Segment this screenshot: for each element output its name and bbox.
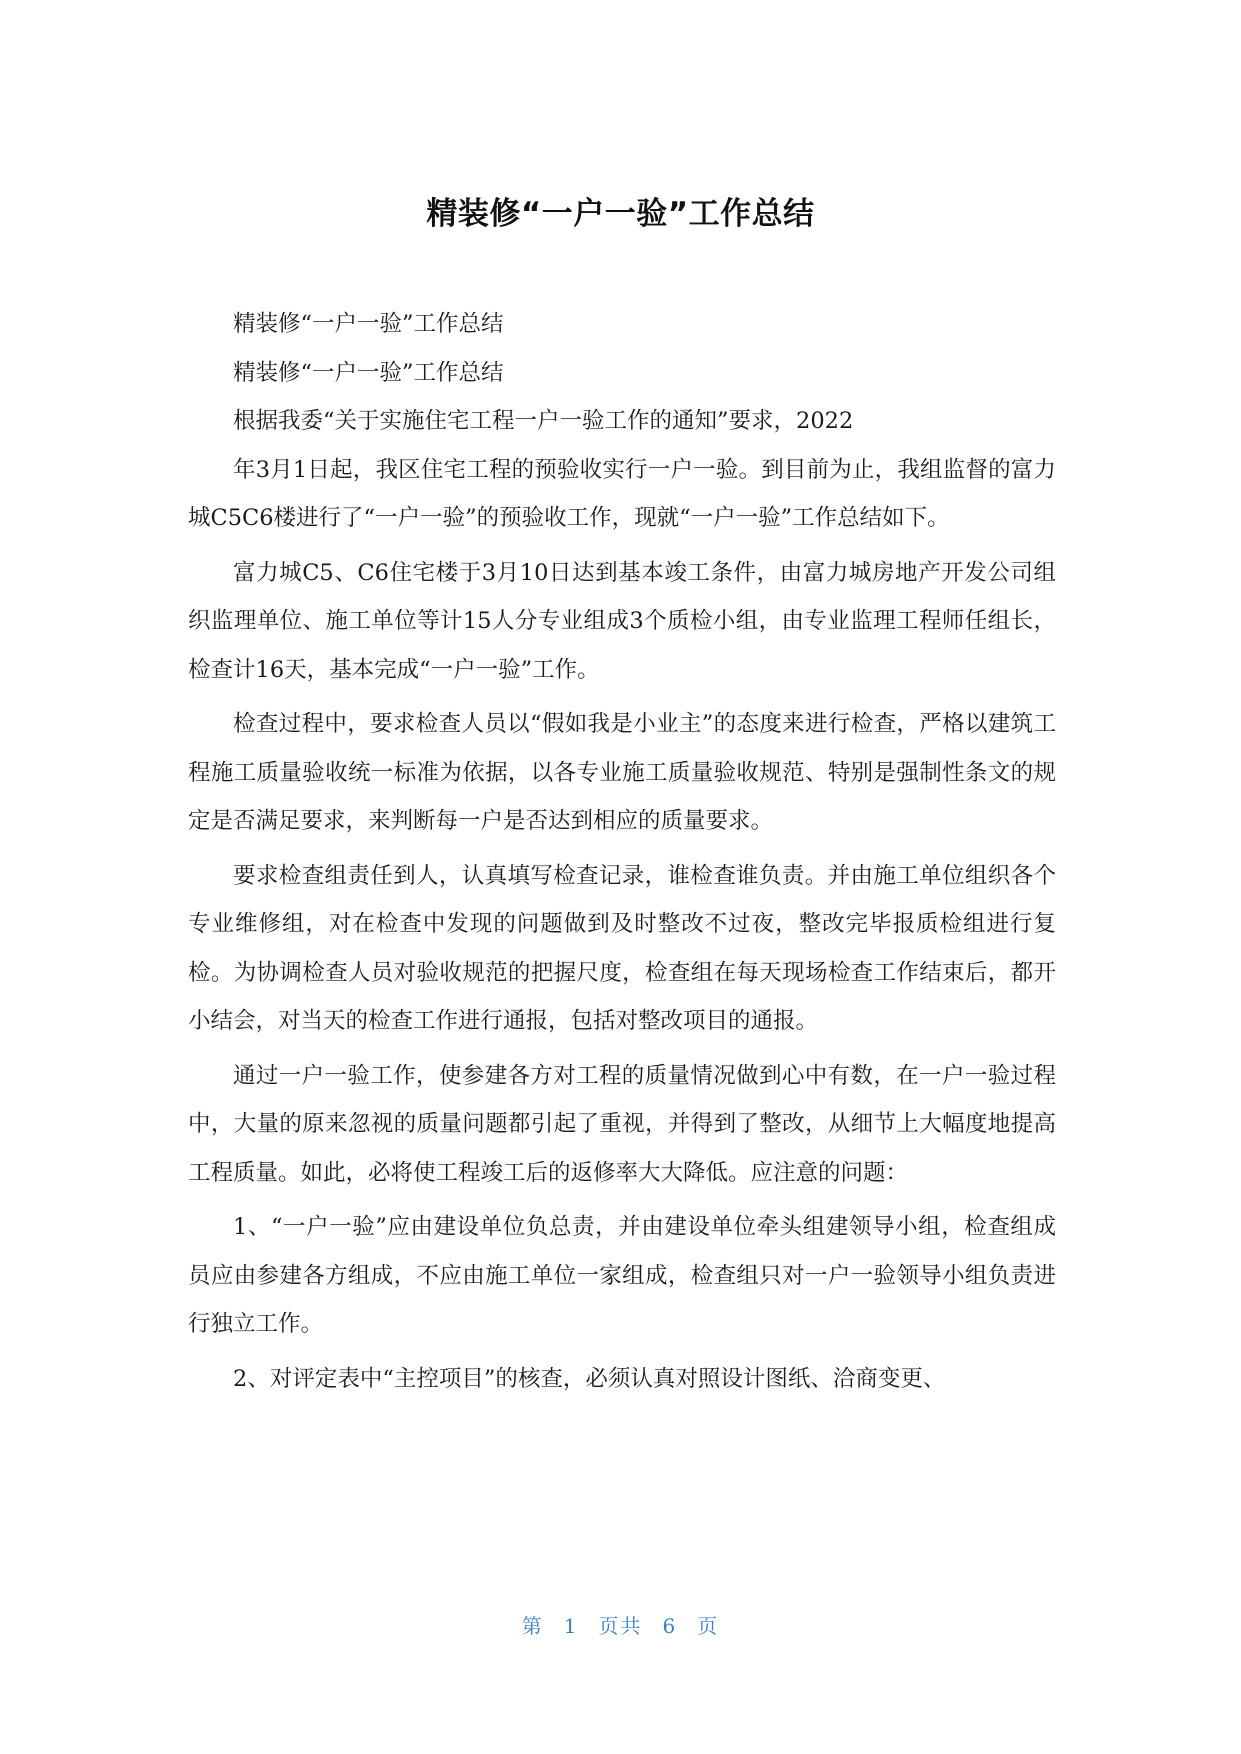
footer-prefix: 第 xyxy=(521,1614,544,1638)
paragraph: 精装修“一户一验”工作总结 xyxy=(233,311,504,337)
footer-suffix: 页 xyxy=(697,1614,720,1638)
page-footer xyxy=(0,1610,1241,1639)
document-body xyxy=(188,300,1056,1403)
footer-total-pages: 6 xyxy=(662,1614,678,1638)
paragraph: 检查过程中，要求检查人员以“假如我是小业主”的态度来进行检查，严格以建筑工程施工质量验收统一标准为依据，以各专业施工质量验收规范、特别是强制性条文的规定是否满足要求，来判断每一户是否达到相应的质量要求。 xyxy=(188,711,1056,834)
paragraph: 富力城C5、C6住宅楼于3月10日达到基本竣工条件，由富力城房地产开发公司组织监理单位、施工单位等计15人分专业组成3个质检小组，由专业监理工程师任组长，检查计16天，基本完成“一户一验”工作。 xyxy=(188,559,1056,683)
document-title: 精装修“一户一验”工作总结 xyxy=(426,196,815,232)
footer-middle: 页共 xyxy=(598,1614,643,1638)
paragraph: 通过一户一验工作，使参建各方对工程的质量情况做到心中有数，在一户一验过程中，大量的原来忽视的质量问题都引起了重视，并得到了整改，从细节上大幅度地提高工程质量。如此，必将使工程竣工后的返修率大大降低。应注意的问题： xyxy=(188,1062,1056,1186)
paragraph: 精装修“一户一验”工作总结 xyxy=(233,359,504,386)
paragraph: 年3月1日起，我区住宅工程的预验收实行一户一验。到目前为止，我组监督的富力城C5C6楼进行了“一户一验”的预验收工作，现就“一户一验”工作总结如下。 xyxy=(188,456,1056,531)
paragraph: 根据我委“关于实施住宅工程一户一验工作的通知”要求，2022 xyxy=(233,408,854,434)
paragraph: 1、“一户一验”应由建设单位负总责，并由建设单位牵头组建领导小组，检查组成员应由参建各方组成，不应由施工单位一家组成，检查组只对一户一验领导小组负责进行独立工作。 xyxy=(188,1214,1056,1337)
paragraph: 2、对评定表中“主控项目”的核查，必须认真对照设计图纸、洽商变更、 xyxy=(233,1365,946,1392)
footer-page-number: 1 xyxy=(563,1614,579,1638)
paragraph: 要求检查组责任到人，认真填写检查记录，谁检查谁负责。并由施工单位组织各个专业维修组，对在检查中发现的问题做到及时整改不过夜，整改完毕报质检组进行复检。为协调检查人员对验收规范的把握尺度，检查组在每天现场检查工作结束后，都开小结会，对当天的检查工作进行通报，包括对整改项目的通报。 xyxy=(188,862,1056,1034)
